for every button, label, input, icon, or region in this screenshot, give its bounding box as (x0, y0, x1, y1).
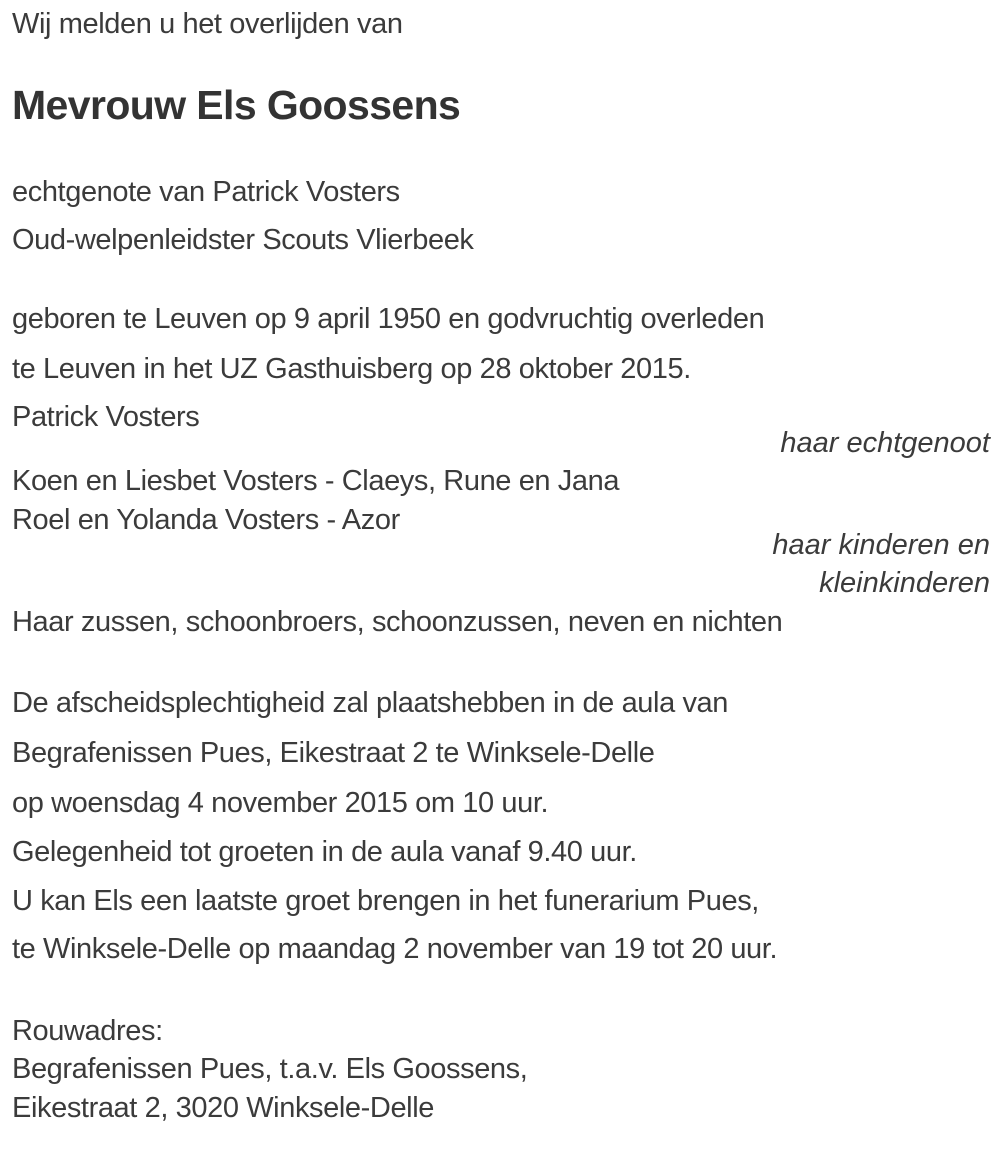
life-dates-line-1: geboren te Leuven op 9 april 1950 en godvruchtig overleden (12, 303, 765, 335)
survivor-spouse-name: Patrick Vosters (12, 401, 200, 433)
mourning-address-label: Rouwadres: (12, 1015, 163, 1047)
service-line-6: te Winksele-Delle op maandag 2 november van 19 tot 20 uur. (12, 933, 778, 965)
service-line-3: op woensdag 4 november 2015 om 10 uur. (12, 787, 549, 819)
spouse-of-line: echtgenote van Patrick Vosters (12, 176, 400, 208)
survivor-children-relation-1: haar kinderen en (772, 529, 990, 561)
mourning-address-line-1: Begrafenissen Pues, t.a.v. Els Goossens, (12, 1053, 528, 1085)
intro-line: Wij melden u het overlijden van (12, 8, 403, 40)
service-line-2: Begrafenissen Pues, Eikestraat 2 te Winksele-Delle (12, 737, 655, 769)
affiliation-line: Oud-welpenleidster Scouts Vlierbeek (12, 224, 474, 256)
deceased-name-heading: Mevrouw Els Goossens (12, 82, 461, 128)
survivor-family-line: Haar zussen, schoonbroers, schoonzussen, neven en nichten (12, 606, 783, 638)
survivor-children-line-1: Koen en Liesbet Vosters - Claeys, Rune en Jana (12, 465, 620, 497)
life-dates-line-2: te Leuven in het UZ Gasthuisberg op 28 oktober 2015. (12, 353, 691, 385)
survivor-children-relation-2: kleinkinderen (819, 567, 990, 599)
survivor-children-line-2: Roel en Yolanda Vosters - Azor (12, 504, 400, 536)
survivor-spouse-relation: haar echtgenoot (780, 427, 990, 459)
service-line-5: U kan Els een laatste groet brengen in het funerarium Pues, (12, 885, 759, 917)
mourning-address-line-2: Eikestraat 2, 3020 Winksele-Delle (12, 1092, 434, 1124)
service-line-1: De afscheidsplechtigheid zal plaatshebben in de aula van (12, 687, 729, 719)
service-line-4: Gelegenheid tot groeten in de aula vanaf 9.40 uur. (12, 836, 637, 868)
